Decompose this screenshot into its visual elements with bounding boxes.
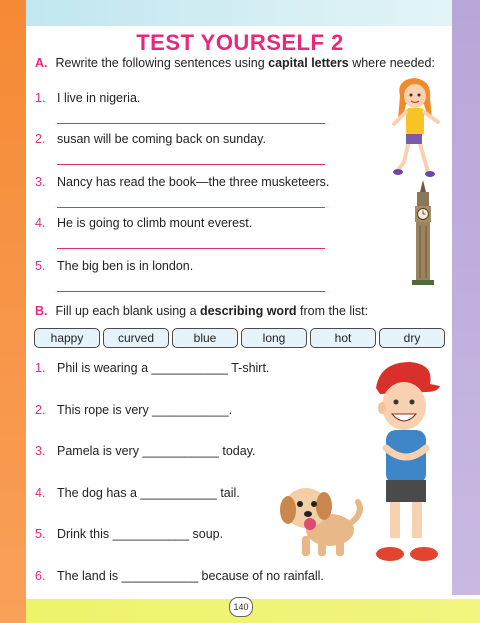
question-number: 5. xyxy=(35,259,46,273)
question-text: Nancy has read the book—the three musketeers. xyxy=(57,175,330,189)
word-box-curved[interactable]: curved xyxy=(103,328,169,348)
question-text: susan will be coming back on sunday. xyxy=(57,132,266,146)
question-a5 xyxy=(35,259,193,273)
word-box-happy[interactable]: happy xyxy=(34,328,100,348)
top-border xyxy=(0,0,452,26)
question-text: The land is ___________ because of no rainfall. xyxy=(57,569,324,583)
question-number: 6. xyxy=(35,569,46,583)
question-number: 3. xyxy=(35,444,46,458)
question-b4 xyxy=(35,486,240,500)
word-box-hot[interactable]: hot xyxy=(310,328,376,348)
section-a-text-before: Rewrite the following sentences using xyxy=(55,56,269,70)
word-box-blue[interactable]: blue xyxy=(172,328,238,348)
question-a1 xyxy=(35,91,140,105)
section-b-text-before: Fill up each blank using a xyxy=(55,304,201,318)
section-b-instruction xyxy=(35,304,368,318)
question-number: 2. xyxy=(35,403,46,417)
section-a-text-after: where needed: xyxy=(348,56,435,70)
section-a-letter: A. xyxy=(35,56,48,70)
question-text: This rope is very ___________. xyxy=(57,403,233,417)
question-number: 3. xyxy=(35,175,46,189)
question-b1 xyxy=(35,361,269,375)
question-number: 1. xyxy=(35,361,46,375)
question-a2 xyxy=(35,132,266,146)
page-title: TEST YOURSELF 2 xyxy=(136,30,344,55)
answer-line-a3[interactable] xyxy=(57,207,325,208)
left-border xyxy=(0,0,26,623)
section-b-bold: describing word xyxy=(200,304,297,318)
word-box-dry[interactable]: dry xyxy=(379,328,445,348)
right-border xyxy=(452,0,480,595)
section-a-bold: capital letters xyxy=(268,56,349,70)
bottom-border xyxy=(26,599,480,623)
word-list xyxy=(34,328,446,348)
page-number: 140 xyxy=(229,597,253,617)
question-b5 xyxy=(35,527,223,541)
question-a4 xyxy=(35,216,252,230)
answer-line-a5[interactable] xyxy=(57,291,325,292)
question-number: 4. xyxy=(35,216,46,230)
answer-line-a1[interactable] xyxy=(57,123,325,124)
question-text: Pamela is very ___________ today. xyxy=(57,444,256,458)
question-text: The big ben is in london. xyxy=(57,259,194,273)
answer-line-a2[interactable] xyxy=(57,164,325,165)
question-number: 2. xyxy=(35,132,46,146)
word-box-long[interactable]: long xyxy=(241,328,307,348)
question-text: The dog has a ___________ tail. xyxy=(57,486,240,500)
section-b-letter: B. xyxy=(35,304,48,318)
answer-line-a4[interactable] xyxy=(57,248,325,249)
question-b3 xyxy=(35,444,256,458)
question-number: 1. xyxy=(35,91,46,105)
question-number: 4. xyxy=(35,486,46,500)
question-text: Phil is wearing a ___________ T-shirt. xyxy=(57,361,270,375)
question-b2 xyxy=(35,403,232,417)
puppy-illustration xyxy=(272,472,364,564)
question-text: He is going to climb mount everest. xyxy=(57,216,253,230)
question-text: Drink this ___________ soup. xyxy=(57,527,224,541)
boy-illustration xyxy=(368,358,448,570)
section-a-instruction xyxy=(35,56,435,70)
question-a3 xyxy=(35,175,329,189)
big-ben-illustration xyxy=(406,180,440,286)
question-text: I live in nigeria. xyxy=(57,91,141,105)
section-b-text-after: from the list: xyxy=(296,304,369,318)
question-number: 5. xyxy=(35,527,46,541)
question-b6 xyxy=(35,569,324,583)
girl-illustration xyxy=(388,74,446,180)
